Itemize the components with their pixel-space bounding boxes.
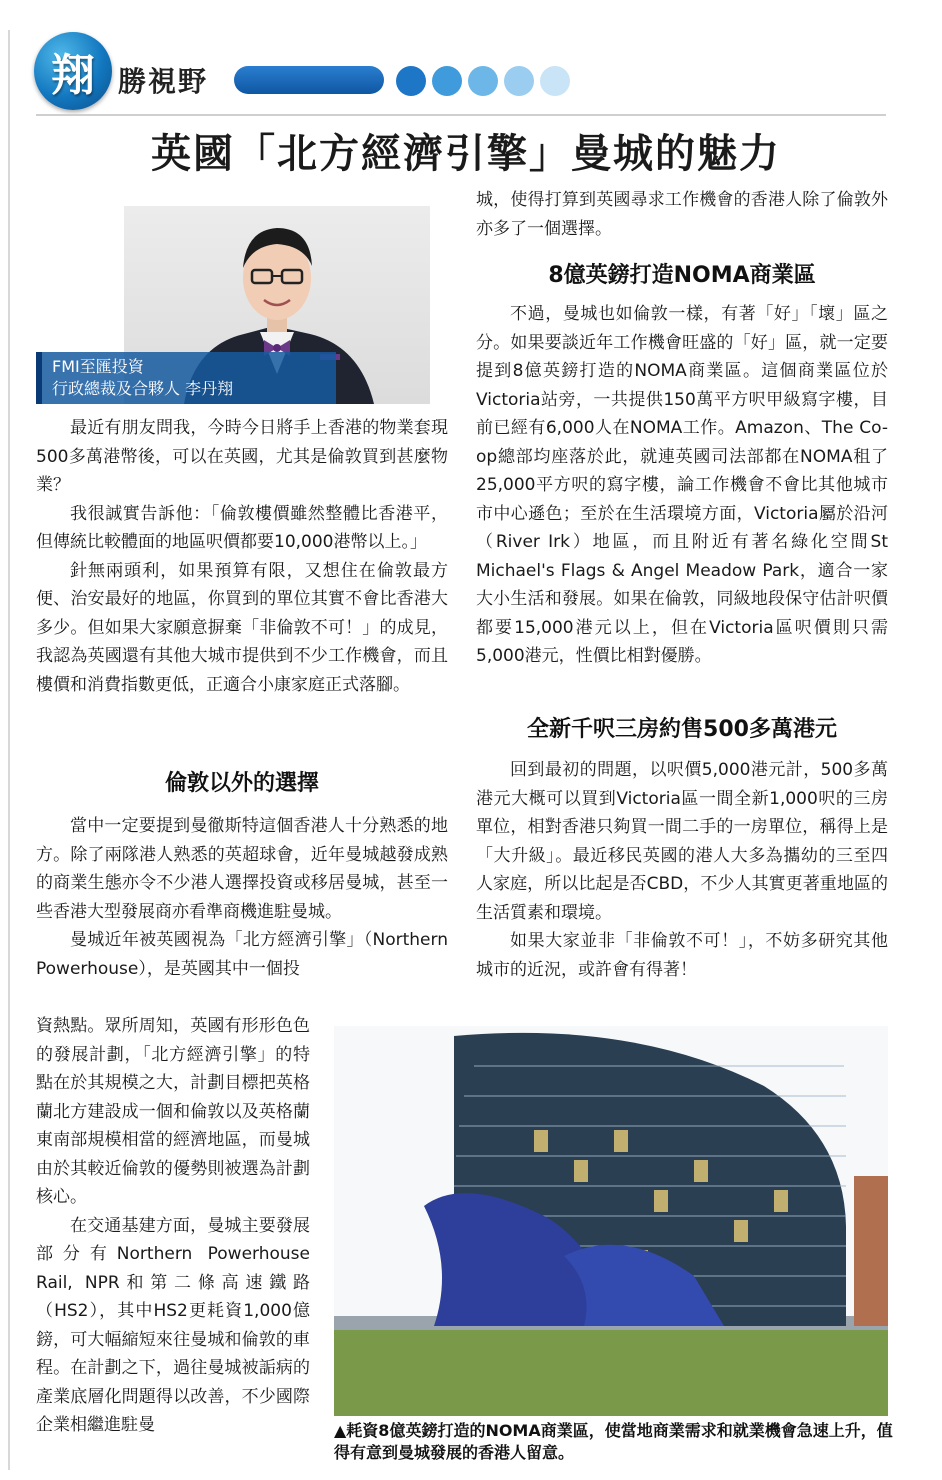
column-dot (432, 66, 462, 96)
paragraph: 我很誠實告訴他：「倫敦樓價雖然整體比香港平，但傳統比較體面的地區呎價都要10,000港幣以上。」 (36, 503, 448, 552)
paragraph: 資熱點。眾所周知，英國有形形色色的發展計劃，「北方經濟引擎」的特點在於其規模之大，計劃目標把英格蘭北方建設成一個和倫敦以及英格蘭東南部規模相當的經濟地區，而曼城由於其較近倫敦的優勢則被選為計劃核心。 (36, 1016, 310, 1207)
photo-caption: ▲耗資8億英鎊打造的NOMA商業區，使當地商業需求和就業機會急速上升，值得有意到曼城發展的香港人留意。 (334, 1421, 893, 1462)
headline-rule (36, 114, 886, 116)
column-header (34, 30, 634, 120)
right-column-noma (476, 300, 888, 671)
column-name: 勝視野 (118, 65, 209, 98)
subhead-three-bedroom: 全新千呎三房約售500多萬港元 (527, 717, 837, 742)
paragraph: 針無兩頭利，如果預算有限，又想住在倫敦最方便、治安最好的地區，你買到的單位其實不會比香港大多少。但如果大家願意摒棄「非倫敦不可！」的成見，我認為英國還有其他大城市提供到不少工作機會，而且樓價和消費指數更低，正適合小康家庭正式落腳。 (36, 560, 448, 695)
author-title: 行政總裁及合夥人 李丹翔 (52, 379, 234, 398)
column-bar (234, 66, 384, 94)
author-company: FMI至匯投資 (52, 357, 144, 376)
left-column-intro (36, 414, 448, 699)
noma-building-photo (334, 1026, 888, 1416)
paragraph: 城，使得打算到英國尋求工作機會的香港人除了倫敦外亦多了一個選擇。 (476, 190, 888, 239)
column-logo (34, 32, 112, 110)
paragraph: 最近有朋友問我，今時今日將手上香港的物業套現500多萬港幣後，可以在英國，尤其是倫敦買到甚麼物業？ (36, 418, 448, 495)
column-dot (468, 66, 498, 96)
page-left-rule (8, 30, 10, 1470)
subhead-outside-london: 倫敦以外的選擇 (164, 771, 319, 796)
noma-building-illustration (334, 1026, 888, 1416)
paragraph: 曼城近年被英國視為「北方經濟引擎」（Northern Powerhouse），是英國其中一個投 (36, 930, 448, 979)
subhead-noma: 8億英鎊打造NOMA商業區 (548, 263, 816, 288)
right-column-top (476, 186, 888, 243)
right-column-conclusion (476, 756, 888, 984)
author-caption (36, 352, 336, 404)
paragraph: 不過，曼城也如倫敦一樣，有著「好」「壞」區之分。如果要談近年工作機會旺盛的「好」區，就一定要提到8億英鎊打造的NOMA商業區。這個商業區位於Victoria站旁，一共提供150萬平方呎甲級寫字樓，目前已經有6,000人在NOMA工作。Amazon、The Co-op總部均座落於此，就連英國司法部都在NOMA租了25,000平方呎的寫字樓，論工作機會不會比其他城市市中心遜色；至於在生活環境方面，Victoria屬於沿河（River Irk）地區，而且附近有著名綠化空間St Michael's Flags & Angel Meadow Park，適合一家大小生活和發展。如果在倫敦，同級地段保守估計呎價都要15,000港元以上，但在Victoria區呎價則只需5,000港元，性價比相對優勝。 (476, 304, 888, 666)
left-column-body (36, 812, 448, 983)
column-dot (396, 66, 426, 96)
paragraph: 如果大家並非「非倫敦不可！」，不妨多研究其他城市的近況，或許會有得著！ (476, 931, 888, 980)
paragraph: 在交通基建方面，曼城主要發展部分有Northern Powerhouse Rail, NPR和第二條高速鐵路（HS2），其中HS2更耗資1,000億鎊，可大幅縮短來往曼城和倫敦的車程。在計劃之下，過往曼城被詬病的產業底層化問題得以改善，不少國際企業相繼進駐曼 (36, 1215, 310, 1435)
article-headline: 英國「北方經濟引擎」曼城的魅力 (151, 131, 781, 177)
left-column-narrow (36, 1012, 310, 1440)
column-logo-char: 翔 (51, 50, 95, 101)
column-dot (540, 66, 570, 96)
paragraph: 回到最初的問題，以呎價5,000港元計，500多萬港元大概可以買到Victoria區一間全新1,000呎的三房單位，相對香港只夠買一間二手的一房單位，稱得上是「大升級」。最近移民英國的港人大多為攜幼的三至四人家庭，所以比起是否CBD，不少人其實更著重地區的生活質素和環境。 (476, 760, 888, 923)
paragraph: 當中一定要提到曼徹斯特這個香港人十分熟悉的地方。除了兩隊港人熟悉的英超球會，近年曼城越發成熟的商業生態亦令不少港人選擇投資或移居曼城，甚至一些香港大型發展商亦看準商機進駐曼城。 (36, 816, 448, 922)
column-dot (504, 66, 534, 96)
